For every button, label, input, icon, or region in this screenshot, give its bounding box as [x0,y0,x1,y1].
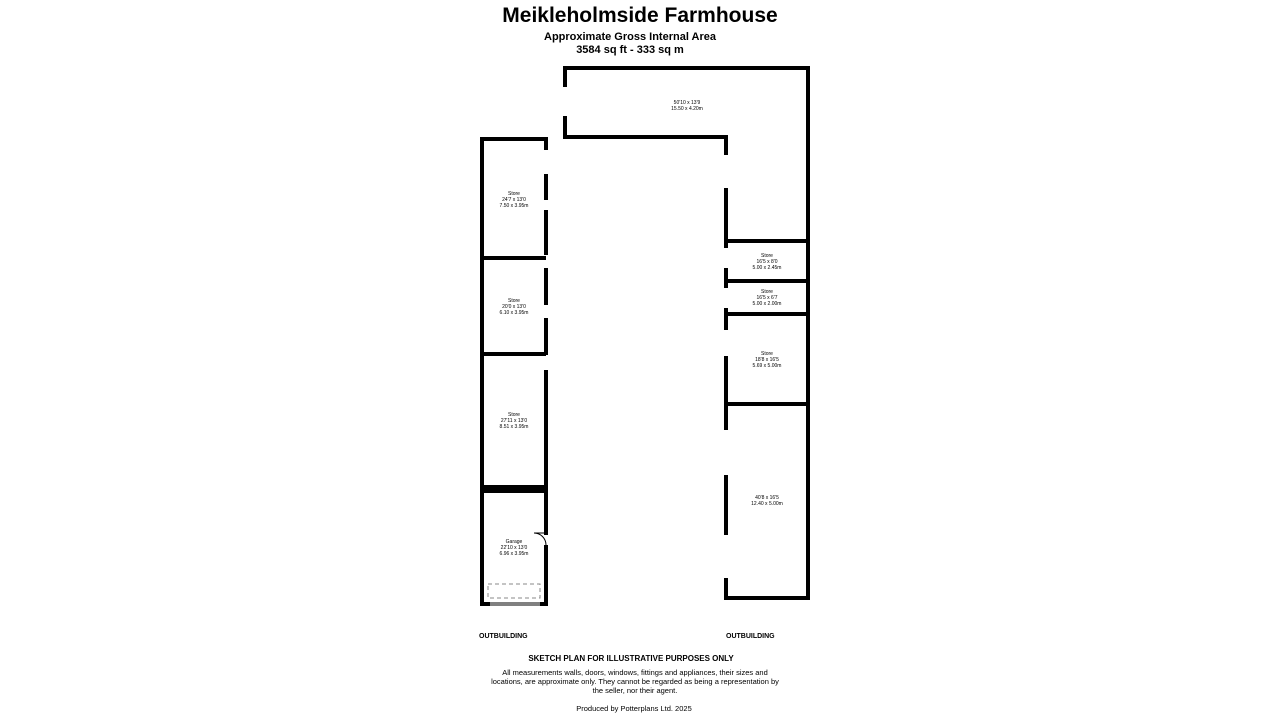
disclaimer-text: All measurements walls, doors, windows, fittings and appliances, their sizes and locations, are approximate only. They cannot be regarded as being a representation by the seller, nor their agent. [491,668,779,695]
room-label-right-store-3: Store 18'8 x 16'5 5.69 x 5.00m [752,351,782,369]
room-label-right-bottom: 40'8 x 16'5 12.40 x 5.00m [751,495,783,507]
garage-door-outline [488,584,540,598]
room-label-right-top: 50'10 x 13'9 15.50 x 4.20m [671,100,703,112]
room-label-left-store-3: Store 27'11 x 13'0 8.51 x 3.95m [499,412,529,430]
outbuilding-label-left: OUTBUILDING [479,633,528,640]
right-outbuilding-walls [565,68,808,598]
room-label-garage: Garage 22'10 x 13'0 6.96 x 3.95m [499,539,529,557]
area-subtitle: Approximate Gross Internal Area [544,31,716,43]
room-label-right-store-1: Store 16'5 x 8'0 5.00 x 2.45m [752,253,782,271]
producer-credit: Produced by Potterplans Ltd. 2025 [576,704,692,713]
room-label-left-store-1: Store 24'7 x 13'0 7.50 x 3.95m [499,191,529,209]
room-label-left-store-2: Store 20'0 x 13'0 6.10 x 3.95m [499,298,529,316]
outbuilding-label-right: OUTBUILDING [726,633,775,640]
plan-title: Meikleholmside Farmhouse [502,4,778,27]
sketch-plan-notice: SKETCH PLAN FOR ILLUSTRATIVE PURPOSES ONLY [528,654,734,663]
room-label-right-store-2: Store 16'5 x 6'7 5.00 x 2.00m [752,289,782,307]
area-size: 3584 sq ft - 333 sq m [576,44,684,56]
